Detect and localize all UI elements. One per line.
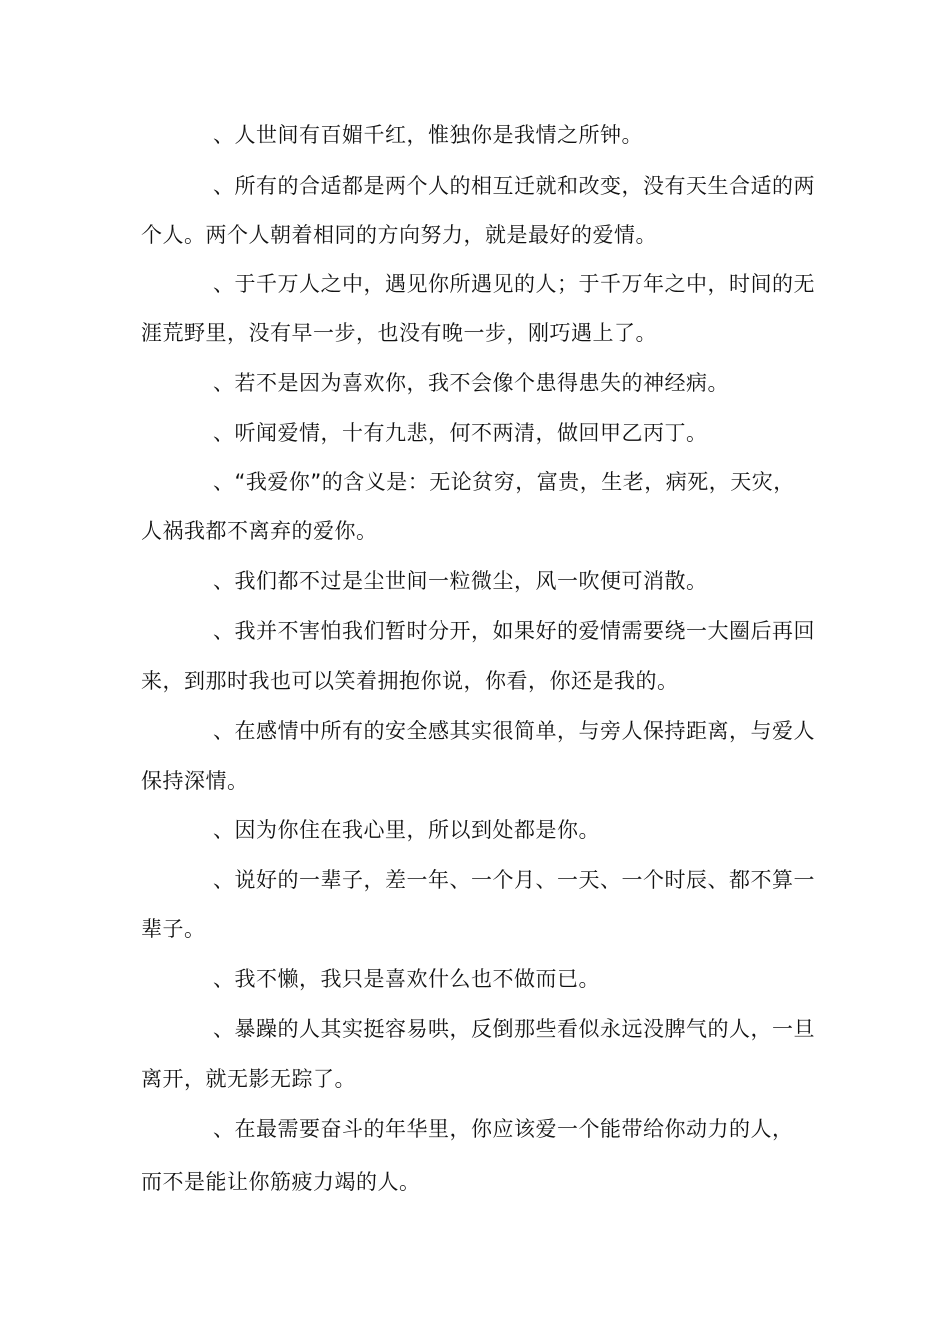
- text-line: 、听闻爱情，十有九悲，何不两清，做回甲乙丙丁。: [213, 421, 708, 445]
- text-line: 、我并不害怕我们暂时分开，如果好的爱情需要绕一大圈后再回: [213, 619, 815, 643]
- text-line: 涯荒野里，没有早一步，也没有晚一步，刚巧遇上了。: [141, 321, 657, 345]
- text-line: 、在感情中所有的安全感其实很简单，与旁人保持距离，与爱人: [213, 719, 815, 743]
- text-line: 、“我爱你”的含义是：无论贫穷，富贵，生老，病死，天灾，: [213, 470, 795, 494]
- text-line: 人祸我都不离弃的爱你。: [141, 519, 378, 543]
- text-line: 、若不是因为喜欢你，我不会像个患得患失的神经病。: [213, 371, 729, 395]
- text-line: 、说好的一辈子，差一年、一个月、一天、一个时辰、都不算一: [213, 868, 815, 892]
- text-line: 、暴躁的人其实挺容易哄，反倒那些看似永远没脾气的人，一旦: [213, 1017, 815, 1041]
- text-line: 、我不懒，我只是喜欢什么也不做而已。: [213, 967, 600, 991]
- text-line: 、于千万人之中，遇见你所遇见的人；于千万年之中，时间的无: [213, 272, 815, 296]
- text-line: 辈子。: [141, 917, 206, 941]
- text-line: 离开，就无影无踪了。: [141, 1067, 356, 1091]
- text-line: 个人。两个人朝着相同的方向努力，就是最好的爱情。: [141, 223, 657, 247]
- text-line: 来，到那时我也可以笑着拥抱你说，你看，你还是我的。: [141, 669, 679, 693]
- text-line: 保持深情。: [141, 769, 249, 793]
- text-line: 、因为你住在我心里，所以到处都是你。: [213, 818, 600, 842]
- text-line: 而不是能让你筋疲力竭的人。: [141, 1170, 421, 1194]
- text-line: 、所有的合适都是两个人的相互迁就和改变，没有天生合适的两: [213, 174, 815, 198]
- text-line: 、人世间有百媚千红，惟独你是我情之所钟。: [213, 123, 643, 147]
- text-line: 、在最需要奋斗的年华里，你应该爱一个能带给你动力的人，: [213, 1117, 794, 1141]
- text-line: 、我们都不过是尘世间一粒微尘，风一吹便可消散。: [213, 569, 708, 593]
